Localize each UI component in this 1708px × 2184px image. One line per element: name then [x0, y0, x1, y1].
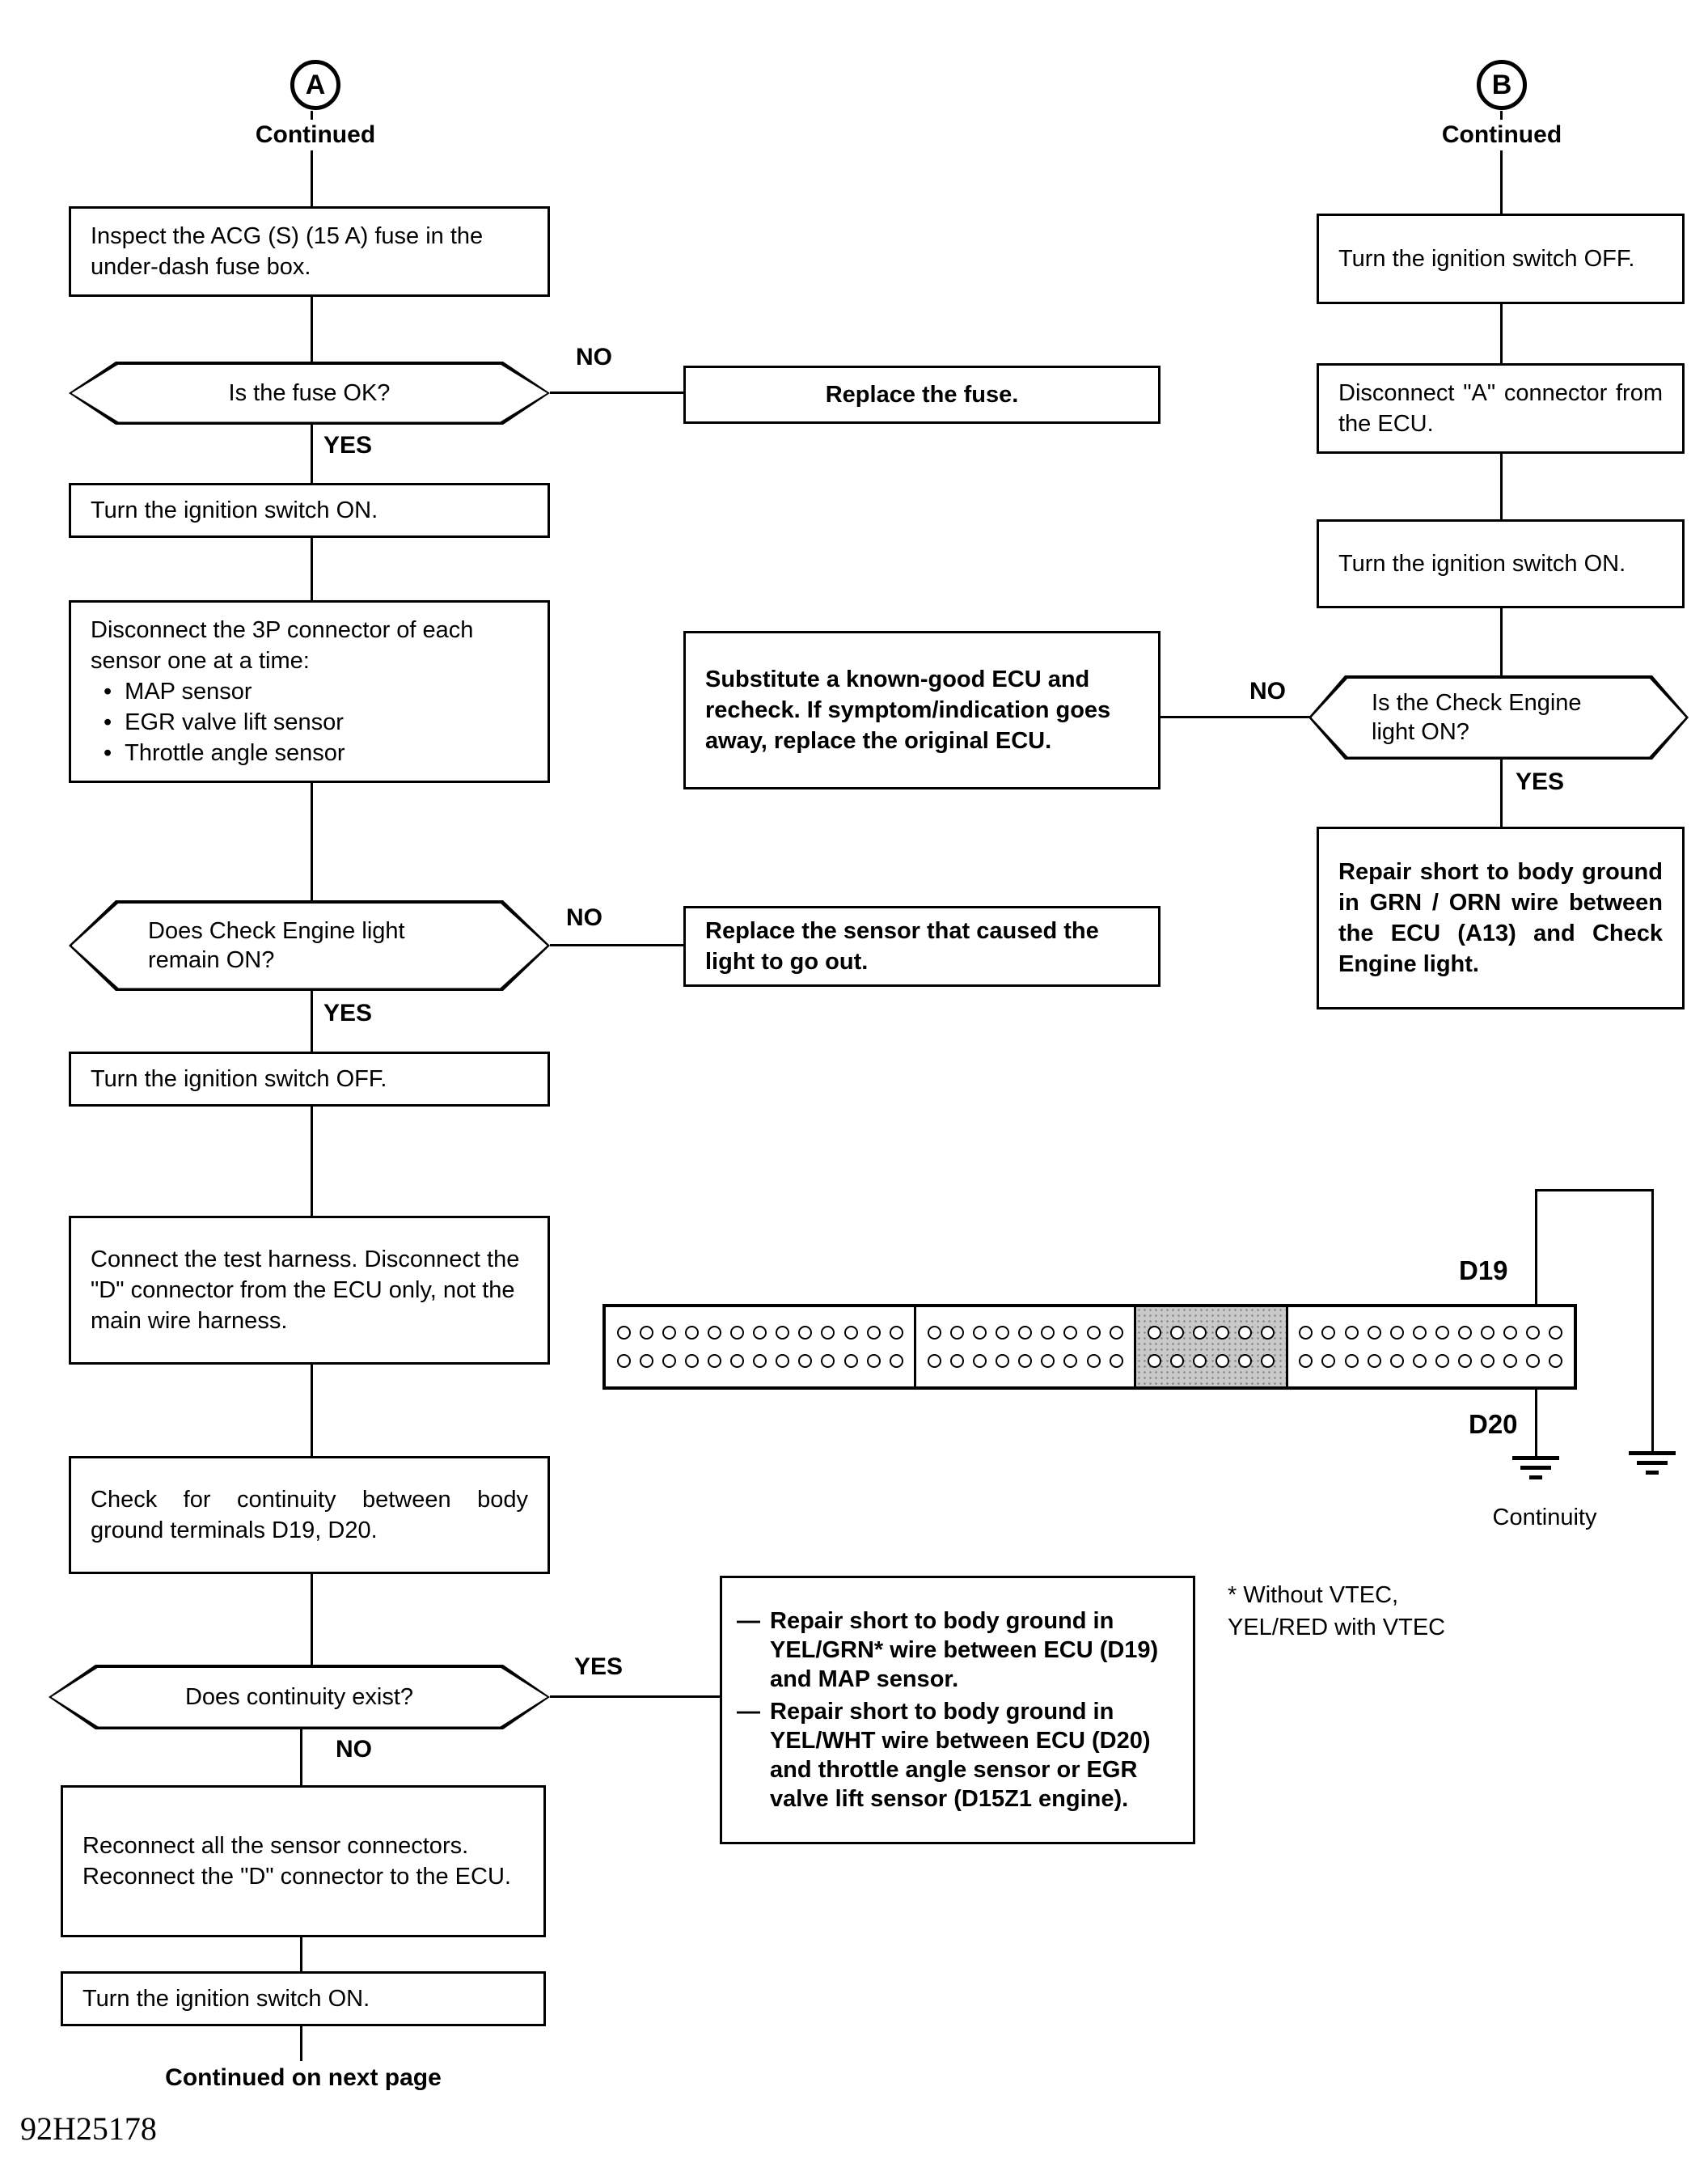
connector-section [606, 1307, 914, 1386]
decision-check-engine-remain-on [69, 900, 550, 991]
connector-a-marker [290, 60, 340, 110]
yes-label: YES [323, 432, 373, 459]
bullet-glyph: • [104, 709, 112, 735]
connector-pin [996, 1354, 1009, 1368]
repair-item [737, 1606, 1178, 1694]
ecu-connector-diagram [602, 1304, 1577, 1390]
connector-pin [950, 1326, 964, 1340]
connector-pin [1368, 1326, 1381, 1340]
connector-pin [776, 1354, 789, 1368]
connector-pin [753, 1354, 767, 1368]
dash-glyph: — [737, 1699, 760, 1725]
flow-line [1500, 760, 1503, 827]
connector-pin [928, 1354, 941, 1368]
connector-pin [776, 1326, 789, 1340]
no-label: NO [566, 904, 602, 931]
repair-item-text: Repair short to body ground in YEL/GRN* wire between ECU (D19) and MAP sensor. [770, 1608, 1159, 1692]
document-code: 92H25178 [20, 2110, 157, 2147]
no-label: NO [336, 1736, 372, 1763]
connector-pin [1299, 1354, 1313, 1368]
connector-pin [844, 1326, 858, 1340]
step-b-disconnect-a [1317, 363, 1685, 454]
connector-pin [1390, 1326, 1404, 1340]
connector-pin [1481, 1326, 1494, 1340]
vtec-footnote-line2: YEL/RED with VTEC [1228, 1615, 1446, 1640]
connector-section [1286, 1307, 1574, 1386]
yes-label: YES [323, 1000, 373, 1026]
sensor-name: EGR valve lift sensor [125, 709, 344, 735]
action-substitute-ecu [683, 631, 1161, 789]
connector-pin [708, 1326, 721, 1340]
connector-pin [1261, 1326, 1275, 1340]
bullet-glyph: • [104, 679, 112, 705]
action-replace-sensor [683, 906, 1161, 987]
connector-pin [1018, 1326, 1032, 1340]
flow-line [1500, 607, 1503, 677]
connector-pin [1110, 1326, 1123, 1340]
connector-pin [1481, 1354, 1494, 1368]
step-ignition-on-1 [69, 483, 550, 538]
continuity-label: Continuity [1492, 1505, 1597, 1530]
flow-line [311, 297, 313, 363]
connector-pin [753, 1326, 767, 1340]
connector-pin [1321, 1326, 1335, 1340]
continuity-line [1535, 1189, 1654, 1191]
connector-pin [1238, 1326, 1252, 1340]
action-replace-sensor-text: Replace the sensor that caused the light to go out. [705, 918, 1099, 975]
repair-item-text: Repair short to body ground in YEL/WHT wire between ECU (D20) and throttle angle sensor or EGR valve lift sensor (D15Z1 engine). [770, 1699, 1151, 1812]
connector-pin [730, 1354, 744, 1368]
vtec-footnote-line1: * Without VTEC, [1228, 1582, 1399, 1608]
step-b-ignition-off [1317, 214, 1685, 304]
continuity-line [1535, 1189, 1537, 1306]
connector-pin [662, 1354, 676, 1368]
connector-pin [708, 1354, 721, 1368]
connector-pin [1087, 1326, 1101, 1340]
action-substitute-ecu-text: Substitute a known-good ECU and recheck. If symptom/indication goes away, replace the original ECU. [705, 667, 1111, 754]
decision-check-engine-remain-on-label [69, 900, 550, 991]
flow-line [311, 1105, 313, 1217]
connector-pin [1063, 1326, 1077, 1340]
connector-pin [1110, 1354, 1123, 1368]
connector-pin [1063, 1354, 1077, 1368]
step-disconnect-3p [69, 600, 550, 783]
step-disconnect-3p-intro: Disconnect the 3P connector of each sensor one at a time: [91, 617, 474, 674]
connector-section-highlighted [1134, 1307, 1286, 1386]
connector-pin [1261, 1354, 1275, 1368]
flow-line [550, 392, 685, 394]
flow-line [311, 425, 313, 483]
step-ignition-off-text: Turn the ignition switch OFF. [91, 1066, 387, 1092]
connector-pin [1390, 1354, 1404, 1368]
connector-pin [844, 1354, 858, 1368]
connector-pin [1503, 1326, 1517, 1340]
connector-pin [798, 1354, 812, 1368]
connector-pin [928, 1326, 941, 1340]
ground-symbol [1511, 1456, 1560, 1479]
step-check-continuity [69, 1456, 550, 1574]
step-test-harness [69, 1216, 550, 1365]
terminal-d19-label: D19 [1456, 1255, 1511, 1286]
connector-pin [1215, 1326, 1229, 1340]
connector-pin [1549, 1354, 1562, 1368]
vtec-footnote [1228, 1579, 1445, 1644]
decision-fuse-ok-label: Is the fuse OK? [228, 380, 391, 406]
connector-pin [996, 1326, 1009, 1340]
flow-line [311, 536, 313, 600]
step-check-continuity-text: Check for continuity between body ground terminals D19, D20. [91, 1487, 528, 1543]
connector-pin [1345, 1326, 1359, 1340]
action-repair-grn-orn-text: Repair short to body ground in GRN / ORN wire between the ECU (A13) and Check Engine light. [1338, 859, 1663, 977]
connector-pin [1041, 1354, 1055, 1368]
connector-pin [1526, 1326, 1540, 1340]
flow-line [300, 1729, 302, 1785]
flow-line [311, 781, 313, 902]
continued-label-a: Continued [243, 120, 388, 150]
connector-pin [640, 1326, 653, 1340]
flow-line [300, 1937, 302, 1971]
decision-line: Does Check Engine light [148, 918, 405, 944]
decision-line: Is the Check Engine [1372, 690, 1582, 716]
connector-pin [1215, 1354, 1229, 1368]
connector-pin [973, 1326, 987, 1340]
step-reconnect [61, 1785, 546, 1937]
connector-pin [1170, 1326, 1184, 1340]
continuity-line [1535, 1388, 1537, 1458]
step-reconnect-text: Reconnect all the sensor connectors. Reconnect the "D" connector to the ECU. [82, 1833, 511, 1890]
sensor-name: Throttle angle sensor [125, 740, 345, 766]
step-test-harness-text: Connect the test harness. Disconnect the "D" connector from the ECU only, not the main wire harness. [91, 1246, 520, 1334]
action-repair-short-list [720, 1576, 1195, 1844]
connector-pin [1435, 1326, 1449, 1340]
step-b-disconnect-a-text: Disconnect "A" connector from the ECU. [1338, 380, 1663, 437]
connector-pin [1148, 1354, 1161, 1368]
flow-line [311, 1574, 313, 1666]
connector-section [914, 1307, 1134, 1386]
step-b-ignition-on-text: Turn the ignition switch ON. [1338, 551, 1626, 577]
connector-pin [1018, 1354, 1032, 1368]
action-replace-fuse-text: Replace the fuse. [825, 382, 1019, 408]
step-ignition-on-2 [61, 1971, 546, 2026]
flow-line [1161, 716, 1310, 718]
connector-pin [617, 1354, 631, 1368]
continued-next-page-label: Continued on next page [165, 2064, 442, 2091]
connector-pin [1413, 1354, 1427, 1368]
connector-pin [1193, 1326, 1207, 1340]
step-ignition-on-2-text: Turn the ignition switch ON. [82, 1986, 370, 2012]
decision-check-engine-light-on-label [1308, 675, 1689, 760]
connector-pin [1413, 1326, 1427, 1340]
connector-pin [1087, 1354, 1101, 1368]
connector-pin [890, 1326, 903, 1340]
step-inspect-fuse-text: Inspect the ACG (S) (15 A) fuse in the under-dash fuse box. [91, 223, 484, 280]
step-b-ignition-on [1317, 519, 1685, 608]
connector-pin [1549, 1326, 1562, 1340]
flow-line [550, 1695, 721, 1698]
flow-line [311, 1363, 313, 1458]
decision-continuity-exist [49, 1665, 550, 1729]
connector-pin [1503, 1354, 1517, 1368]
flow-line [550, 944, 685, 946]
yes-label: YES [574, 1653, 624, 1680]
connector-pin [1321, 1354, 1335, 1368]
connector-pin [1041, 1326, 1055, 1340]
yes-label: YES [1516, 768, 1565, 795]
connector-pin [640, 1354, 653, 1368]
connector-pin [1299, 1326, 1313, 1340]
action-repair-grn-orn [1317, 827, 1685, 1009]
step-ignition-on-1-text: Turn the ignition switch ON. [91, 497, 378, 523]
decision-continuity-exist-label: Does continuity exist? [184, 1684, 414, 1710]
connector-pin [1148, 1326, 1161, 1340]
connector-pin [1170, 1354, 1184, 1368]
connector-pin [1458, 1326, 1472, 1340]
connector-pin [867, 1326, 881, 1340]
continuity-line [1651, 1189, 1654, 1451]
connector-pin [1368, 1354, 1381, 1368]
sensor-list-item [91, 676, 528, 707]
connector-pin [662, 1326, 676, 1340]
connector-pin [973, 1354, 987, 1368]
decision-line: remain ON? [148, 947, 275, 973]
step-inspect-fuse [69, 206, 550, 297]
connector-pin [890, 1354, 903, 1368]
sensor-list-item [91, 738, 528, 768]
connector-pin [1435, 1354, 1449, 1368]
connector-pin [1458, 1354, 1472, 1368]
connector-a-letter: A [305, 69, 326, 100]
sensor-name: MAP sensor [125, 679, 252, 705]
step-b-ignition-off-text: Turn the ignition switch OFF. [1338, 246, 1635, 272]
flow-line [300, 2026, 302, 2061]
connector-pin [730, 1326, 744, 1340]
repair-item [737, 1697, 1178, 1814]
connector-pin [1238, 1354, 1252, 1368]
ground-symbol [1628, 1451, 1676, 1475]
connector-pin [685, 1354, 699, 1368]
connector-b-letter: B [1491, 69, 1512, 100]
connector-pin [950, 1354, 964, 1368]
action-replace-fuse [683, 366, 1161, 424]
no-label: NO [1249, 678, 1286, 705]
no-label: NO [576, 344, 612, 370]
terminal-d20-label: D20 [1465, 1409, 1521, 1440]
connector-pin [617, 1326, 631, 1340]
flow-line [311, 991, 313, 1052]
step-ignition-off [69, 1052, 550, 1107]
connector-pin [867, 1354, 881, 1368]
decision-fuse-ok [69, 362, 550, 425]
flow-line [1500, 303, 1503, 363]
connector-pin [798, 1326, 812, 1340]
flow-line [1500, 452, 1503, 519]
connector-b-marker [1477, 60, 1527, 110]
connector-pin [821, 1354, 835, 1368]
connector-pin [1193, 1354, 1207, 1368]
connector-pin [1526, 1354, 1540, 1368]
dash-glyph: — [737, 1608, 760, 1634]
sensor-list-item [91, 707, 528, 738]
connector-pin [685, 1326, 699, 1340]
connector-pin [1345, 1354, 1359, 1368]
decision-line: light ON? [1372, 719, 1469, 745]
connector-pin [821, 1326, 835, 1340]
continued-label-b: Continued [1429, 120, 1575, 150]
bullet-glyph: • [104, 740, 112, 766]
decision-check-engine-light-on [1308, 675, 1689, 760]
